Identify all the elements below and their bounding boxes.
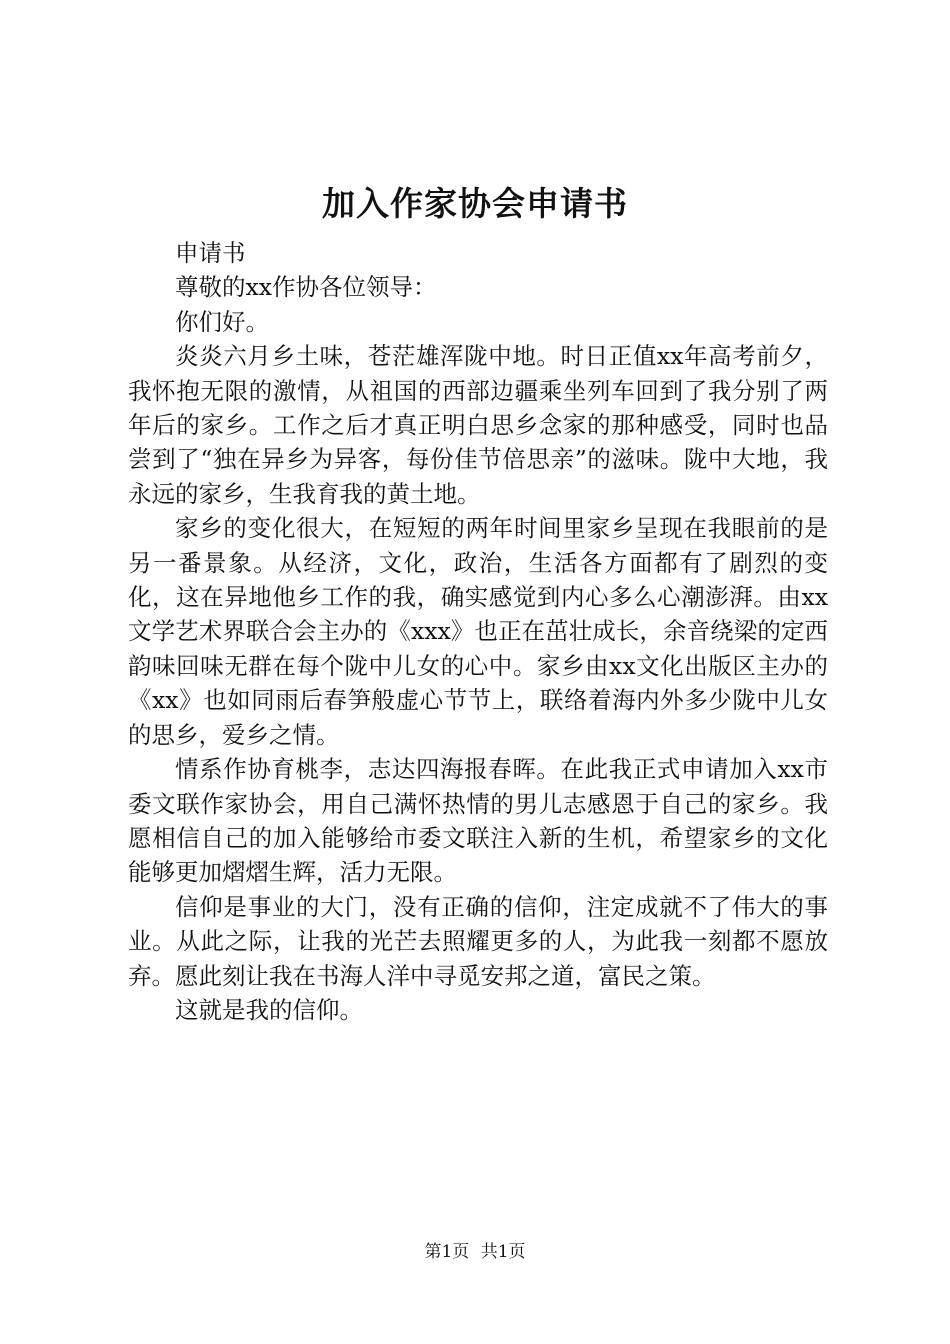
body-paragraph: 炎炎六月乡土味，苍茫雄浑陇中地。时日正值xx年高考前夕，我怀抱无限的激情，从祖国的西部边疆乘坐列车回到了我分别了两年后的家乡。工作之后才真正明白思乡念家的那种感受，同时也品尝到了“独在异乡为异客，每份佳节倍思亲”的滋味。陇中大地，我永远的家乡，生我育我的黄土地。 [128, 342, 828, 508]
addressee-line: 尊敬的xx作协各位领导： [175, 273, 437, 302]
body-paragraph: 家乡的变化很大，在短短的两年时间里家乡呈现在我眼前的是另一番景象。从经济，文化，政治，生活各方面都有了剧烈的变化，这在异地他乡工作的我，确实感觉到内心多么心潮澎湃。由xx文学艺术界联合会主办的《xxx》也正在茁壮成长，余音绕梁的定西韵味回味无群在每个陇中儿女的心中。家乡由xx文化出版区主办的《xx》也如同雨后春笋般虚心节节上，联络着海内外多少陇中儿女的思乡，爱乡之情。 [128, 514, 828, 749]
body-paragraph: 情系作协育桃李，志达四海报春晖。在此我正式申请加入xx市委文联作家协会，用自己满怀热情的男儿志感恩于自己的家乡。我愿相信自己的加入能够给市委文联注入新的生机，希望家乡的文化能够更加熠熠生辉，活力无限。 [128, 755, 828, 887]
greeting-line: 你们好。 [175, 307, 269, 336]
page-title: 加入作家协会申请书 [322, 184, 628, 223]
document-body [128, 236, 828, 1027]
salutation-heading: 申请书 [175, 239, 246, 267]
page-number-footer: 第1页 共1页 [424, 1242, 526, 1262]
closing-line: 这就是我的信仰。 [175, 995, 363, 1024]
body-paragraph: 信仰是事业的大门，没有正确的信仰，注定成就不了伟大的事业。从此之际，让我的光芒去照耀更多的人，为此我一刻都不愿放弃。愿此刻让我在书海人洋中寻觅安邦之道，富民之策。 [128, 892, 828, 990]
